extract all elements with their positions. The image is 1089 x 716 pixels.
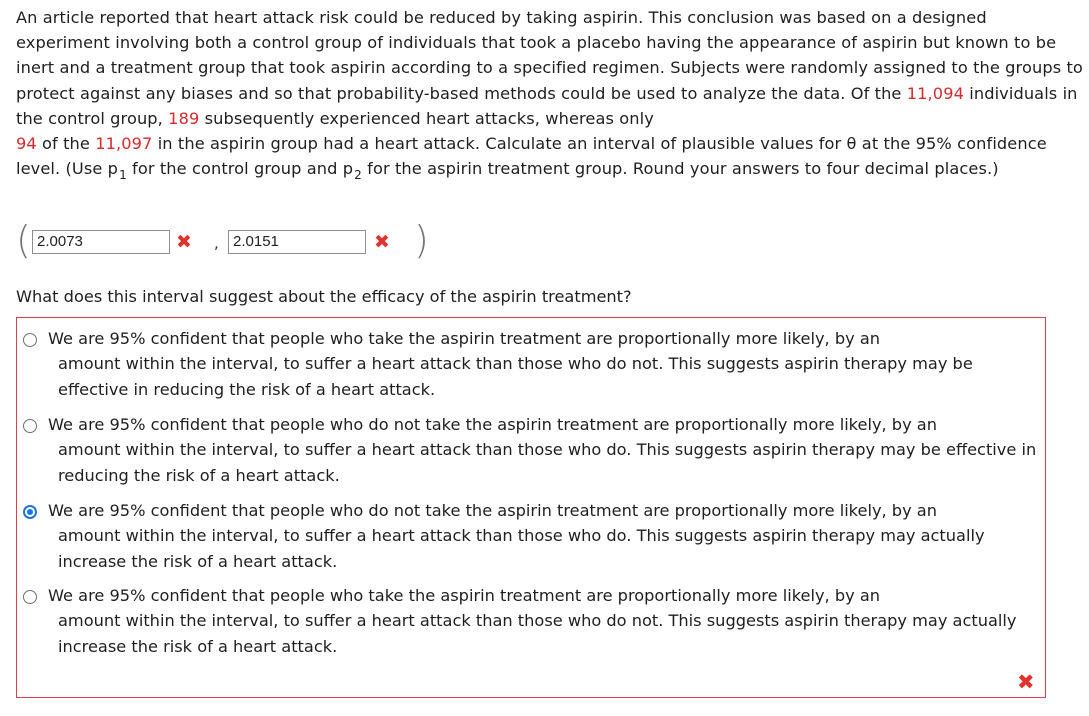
option-4-text bbox=[48, 583, 1043, 659]
question-text: What does this interval suggest about the efficacy of the aspirin treatment? bbox=[16, 287, 632, 306]
problem-text-1: An article reported that heart attack risk could be reduced by taking aspirin. This conclusion was based on a designed experiment involving both a control group of individuals that took a placebo having the appearance of aspirin but known to be inert and a treatment group that took aspirin according to a specified regimen. Subjects were randomly assigned to the groups to protect against any biases and so that probability-based methods could be used to analyze the data. Of the bbox=[16, 8, 1083, 103]
control-group-size: 11,094 bbox=[906, 83, 964, 103]
option-line: We are 95% confident that people who take the aspirin treatment are proportionally more likely, by an bbox=[48, 586, 881, 605]
x-mark-icon: ✖ bbox=[176, 231, 192, 253]
problem-text-4: of the bbox=[36, 134, 96, 154]
comma-separator: , bbox=[214, 234, 219, 252]
close-paren: ) bbox=[414, 218, 429, 262]
problem-text-2: individuals in the control group, bbox=[16, 83, 1078, 128]
problem-text-7: for the aspirin treatment group. Round your answers to four decimal places.) bbox=[361, 159, 999, 179]
problem-text-3: subsequently experienced heart attacks, whereas only bbox=[199, 108, 654, 128]
lower-bound-input[interactable]: 2.0073 bbox=[32, 230, 170, 254]
radio-button-icon[interactable] bbox=[23, 419, 37, 433]
option-line: amount within the interval, to suffer a heart attack than those who do. This suggests aspirin therapy may actually increase the risk of a heart attack. bbox=[58, 526, 985, 571]
answer-options bbox=[16, 317, 1046, 698]
interval-answer-row bbox=[16, 218, 476, 262]
subscript-1: 1 bbox=[119, 168, 127, 183]
subscript-2: 2 bbox=[354, 168, 362, 183]
x-mark-icon: ✖ bbox=[1017, 670, 1035, 694]
control-heart-attacks: 189 bbox=[168, 108, 200, 128]
option-line: We are 95% confident that people who do not take the aspirin treatment are proportionally more likely, by an bbox=[48, 415, 937, 434]
radio-button-icon[interactable] bbox=[23, 590, 37, 604]
option-3-text bbox=[48, 498, 1043, 574]
problem-statement bbox=[16, 5, 1084, 183]
x-mark-icon: ✖ bbox=[374, 231, 390, 253]
option-line: amount within the interval, to suffer a heart attack than those who do not. This suggests aspirin therapy may actually increase the risk of a heart attack. bbox=[58, 611, 1017, 656]
aspirin-heart-attacks: 94 bbox=[16, 134, 37, 154]
upper-bound-input[interactable]: 2.0151 bbox=[228, 230, 366, 254]
radio-button-icon[interactable] bbox=[23, 505, 37, 519]
option-line: We are 95% confident that people who take the aspirin treatment are proportionally more likely, by an bbox=[48, 329, 881, 348]
problem-text-6: for the control group and p bbox=[126, 159, 354, 179]
option-line: amount within the interval, to suffer a heart attack than those who do. This suggests aspirin therapy may be effective in reducing the risk of a heart attack. bbox=[58, 440, 1037, 485]
option-2-text bbox=[48, 412, 1043, 488]
aspirin-group-size: 11,097 bbox=[95, 134, 153, 154]
open-paren: ( bbox=[16, 218, 31, 262]
option-line: amount within the interval, to suffer a heart attack than those who do not. This suggests aspirin therapy may be effective in reducing the risk of a heart attack. bbox=[58, 354, 973, 399]
option-1-text bbox=[48, 326, 1043, 402]
problem-text-5: in the aspirin group had a heart attack. Calculate an interval of plausible values for θ at the 95% confidence level. (Use p bbox=[16, 134, 1047, 179]
option-line: We are 95% confident that people who do not take the aspirin treatment are proportionally more likely, by an bbox=[48, 501, 937, 520]
radio-button-icon[interactable] bbox=[23, 333, 37, 347]
